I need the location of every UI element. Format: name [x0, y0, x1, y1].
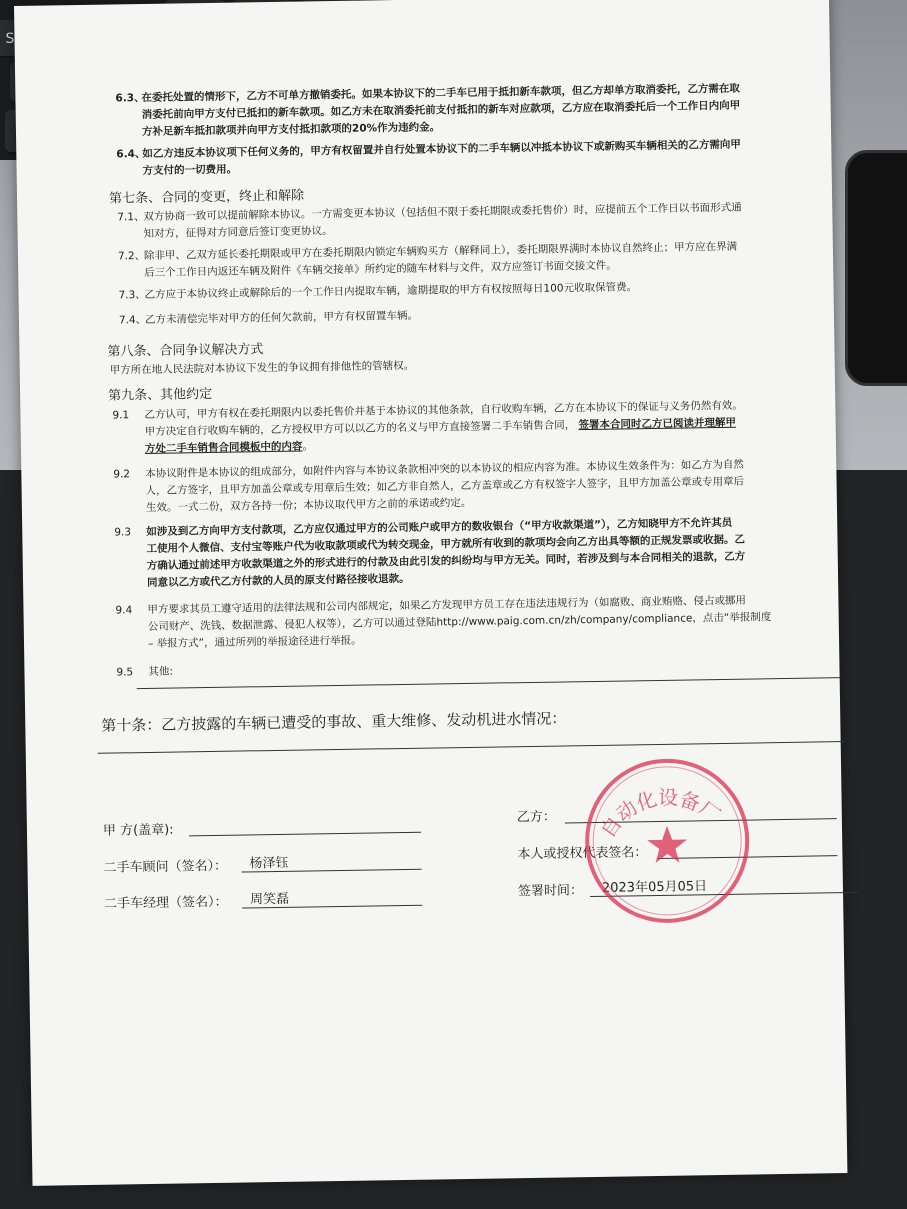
- clause-line: 甲方要求其员工遵守适用的法律法规和公司内部规定，如果乙方发现甲方员工存在违法违规行为（如腐败、商业贿赂、侵占或挪用: [147, 594, 747, 616]
- clause-line: – 举报方式”，通过所列的举报途径进行举报。: [147, 634, 362, 650]
- party-b-label: 乙方：: [516, 809, 556, 826]
- clause-number: 7.1、: [117, 210, 145, 224]
- clause-number: 6.3、: [115, 91, 145, 105]
- stamp-star-icon: [647, 826, 688, 864]
- manager-signature-label: 二手车经理（签名）：: [104, 894, 228, 912]
- clause-9-4: [115, 591, 815, 650]
- signing-time-label: 签署时间：: [517, 883, 584, 900]
- clause-line: 本协议附件是本协议的组成部分，如附件内容与本协议条款相冲突的以本协议的相应内容为准。本协议生效条件为：如乙方为自然: [145, 458, 744, 480]
- clause-line: 如乙方违反本协议项下任何义务的，甲方有权留置并自行处置本协议下的二手车辆以冲抵本协议下或新购买车辆相关的乙方需向甲: [142, 138, 741, 161]
- party-a-seal-label: 甲 方(盖章):: [102, 822, 174, 839]
- clause-line: 人，乙方签字，且甲方加盖公章或专用章后生效；如乙方非自然人，乙方盖章或乙方有权签字人签字，且甲方加盖公章或专用章后: [145, 475, 745, 497]
- clause-number: 9.4: [115, 604, 133, 617]
- clause-number: 9.5: [116, 666, 134, 679]
- clause-line: 除非甲、乙双方延长委托期限或甲方在委托期限内锁定车辆购买方（解释同上），委托期限界满时本协议自然终止；甲方应在界满: [143, 240, 738, 262]
- clause-7-4: [118, 302, 809, 327]
- fill-in-line: [137, 677, 841, 689]
- phone: [845, 150, 907, 386]
- clause-line: 生效。一式二份，双方各持一份；本协议取代甲方之前的承诺或约定。: [145, 496, 472, 514]
- stamp-text: 自动化设备厂: [595, 785, 725, 842]
- manager-name: 周笑磊: [249, 891, 290, 908]
- consultant-signature-label: 二手车顾问（签名）：: [103, 858, 228, 876]
- clause-line: 方支付的一切费用。: [142, 163, 238, 177]
- clause-number: 7.4、: [118, 313, 147, 327]
- consultant-name: 杨泽钰: [249, 855, 289, 872]
- clause-line: 同意以乙方或代乙方付款的人员的原支付路径接收退款。: [146, 572, 410, 589]
- section-heading-8: 第八条、合同争议解决方式: [107, 342, 264, 360]
- clause-line: 工使用个人微信、支付宝等账户代为收取款项或代为转交现金，甲方就所有收到的款项均会向乙方出具等额的正规发票或收据。乙: [146, 533, 746, 555]
- clause-number: 7.2、: [117, 249, 146, 263]
- clause-line: 乙方未清偿完毕对甲方的任何欠款前，甲方有权留置车辆。: [144, 309, 419, 326]
- clause-9-5: [116, 653, 816, 679]
- clause-line: 在委托处置的情形下，乙方不可单方撤销委托。如果本协议下的二手车已用于抵扣新车款项，但乙方却单方取消委托，乙方需在取: [141, 82, 740, 105]
- clause-number: 7.3、: [118, 288, 146, 302]
- clause-text-emphasis: 签署本合同时乙方已阅读并理解甲: [578, 416, 737, 432]
- fill-in-line: [98, 741, 844, 754]
- clause-number: 9.1: [112, 409, 130, 422]
- clause-line: 消委托前向甲方支付已抵扣的新车款项。如乙方未在取消委托前支付抵扣的新车对应款项，乙方应在取消委托后一个工作日内向甲: [141, 99, 741, 122]
- clause-number: 9.2: [113, 468, 131, 481]
- clause-line: 后三个工作日内返还车辆及附件《车辆交接单》所约定的随车材料与文件，双方应签订书面交接文件。: [144, 259, 617, 279]
- clause-line: 知对方，征得对方同意后签订变更协议。: [143, 225, 333, 240]
- clause-text: 甲方决定自行收购车辆的，乙方授权甲方可以以乙方的名义与甲方直接签署二手车销售合同，: [144, 419, 576, 438]
- section-heading-7: 第七条、合同的变更，终止和解除: [108, 188, 305, 207]
- contract-page: [14, 0, 847, 1186]
- clause-line: 乙方应于本协议终止或解除后的一个工作日内提取车辆，逾期提取的甲方有权按照每日100元收取保管费。: [144, 281, 638, 301]
- clause-9-1: [112, 397, 812, 455]
- clause-6-3: [115, 80, 805, 139]
- clause-line: 公司财产、洗钱、数据泄露、侵犯人权等），乙方可以通过登陆http://www.paig.com.cn/zh/company/compliance，点击“举报制度: [147, 611, 772, 633]
- clause-line: 方确认通过前述甲方收款渠道之外的形式进行的付款及由此引发的纠纷均与甲方无关。同时，若涉及到与本合同相关的退款，乙方: [146, 550, 746, 572]
- clause-line: 其他:: [148, 665, 174, 678]
- representative-signature-label: 本人或授权代表签名：: [517, 845, 648, 863]
- section-heading-9: 第九条、其他约定: [108, 386, 213, 404]
- clause-line: 乙方认可，甲方有权在委托期限内以委托售价并基于本协议的其他条款，自行收购车辆，乙方在本协议下的保证与义务仍然有效。: [144, 399, 743, 422]
- clause-line: 双方协商一致可以提前解除本协议。一方需变更本协议（包括但不限于委托期限或委托售价）时，应提前五个工作日以书面形式通: [143, 201, 742, 223]
- section-heading-10: 第十条：乙方披露的车辆已遭受的事故、重大维修、发动机进水情况：: [101, 709, 567, 735]
- key-s: S: [0, 20, 30, 58]
- clause-text-emphasis: 方处二手车销售合同模板中的内容: [144, 440, 303, 455]
- clause-text: 。: [302, 440, 314, 453]
- clause-line: 方补足新车抵扣款项并向甲方支付抵扣款项的20%作为违约金。: [141, 121, 441, 139]
- clause-line: 如涉及到乙方向甲方支付款项，乙方应仅通过甲方的公司账户或甲方的数收银台（“甲方收款渠道”），乙方知晓甲方不允许其员: [146, 516, 733, 538]
- section-8-text: 甲方所在地人民法院对本协议下发生的争议拥有排他性的管辖权。: [109, 359, 415, 377]
- clause-number: 6.4、: [116, 147, 146, 161]
- signing-date: 2023年05月05日: [601, 879, 708, 896]
- signature-line: [189, 832, 421, 837]
- company-seal-stamp: [581, 755, 754, 928]
- clause-number: 9.3: [114, 526, 132, 539]
- clause-9-2: [113, 456, 813, 514]
